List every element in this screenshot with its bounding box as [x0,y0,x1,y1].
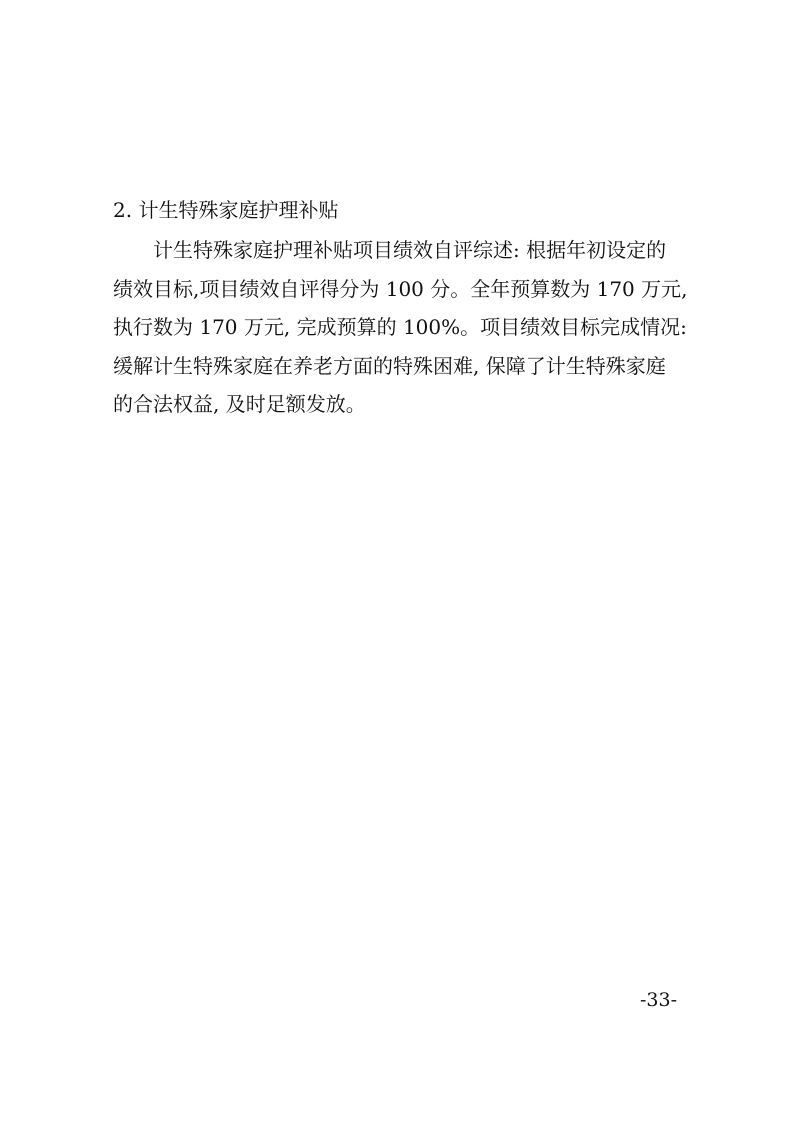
section-heading: 2. 计生特殊家庭护理补贴 [113,198,339,222]
paragraph-line: 执行数为 170 万元, 完成预算的 100%。项目绩效目标完成情况: [113,315,687,339]
paragraph-line: 的合法权益, 及时足额发放。 [113,392,366,416]
section-content [113,194,693,424]
section-paragraph [113,231,693,424]
paragraph-line: 缓解计生特殊家庭在养老方面的特殊困难, 保障了计生特殊家庭 [113,353,666,378]
page-number: -33- [640,989,678,1011]
paragraph-line: 绩效目标,项目绩效自评得分为 100 分。全年预算数为 170 万元, [113,276,688,301]
paragraph-line: 计生特殊家庭护理补贴项目绩效自评综述: 根据年初设定的 [153,238,667,262]
